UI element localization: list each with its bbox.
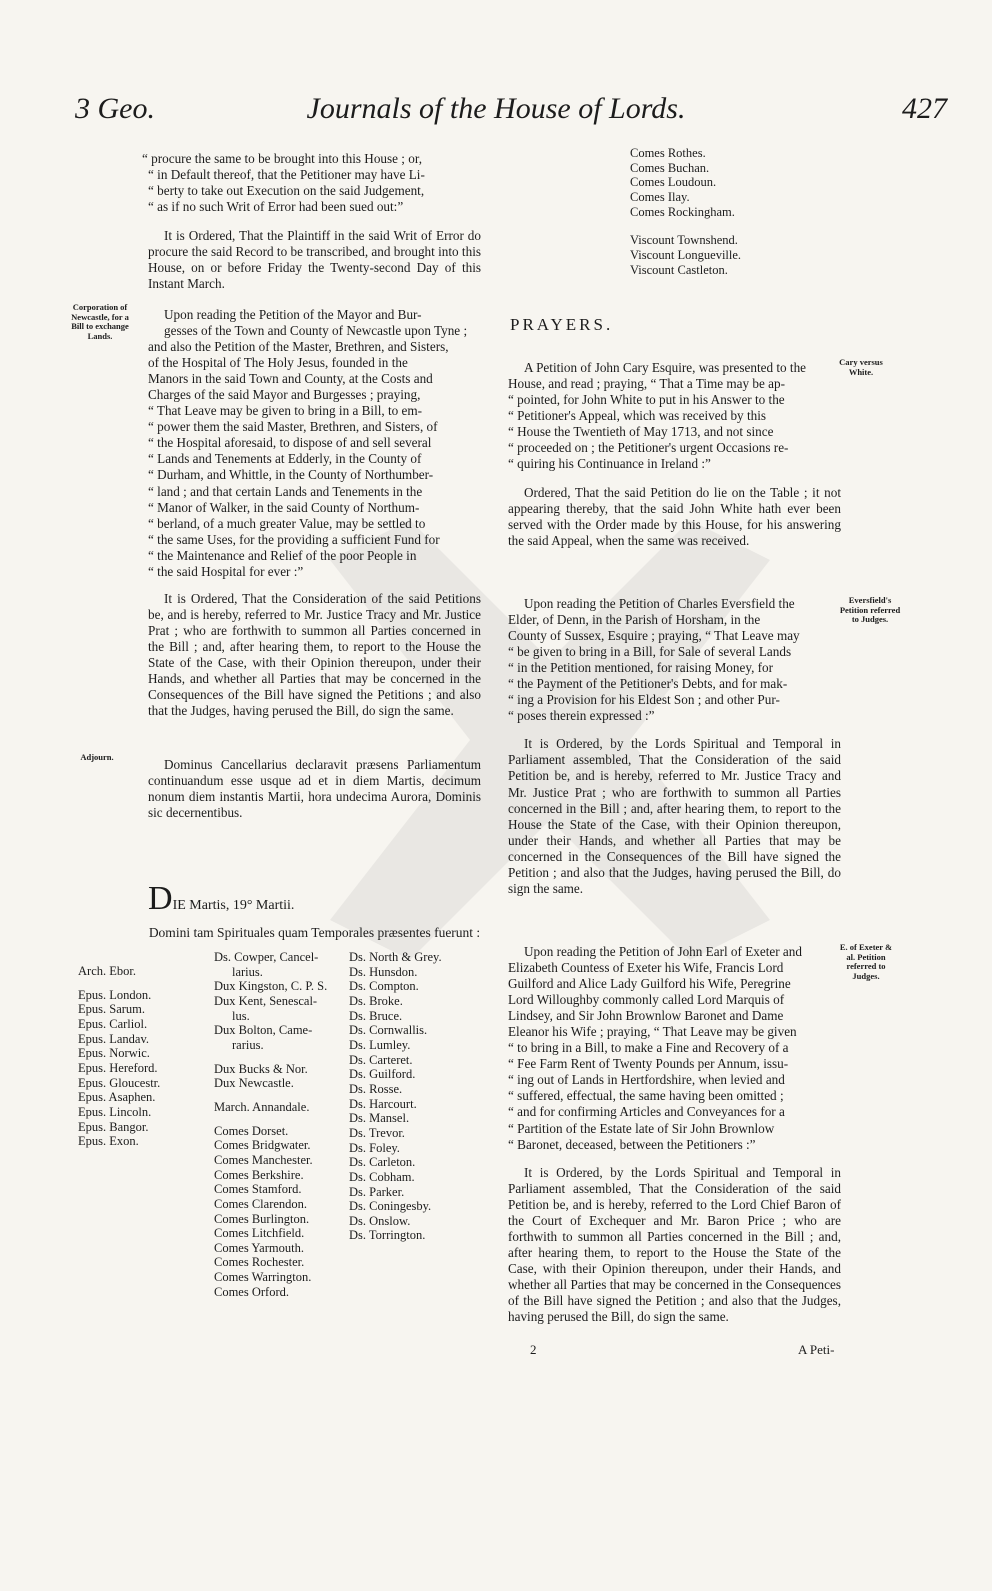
roll-name: Ds. Carleton. bbox=[349, 1155, 416, 1170]
roll-name: Epus. Sarum. bbox=[78, 1002, 146, 1017]
text-line: Elder, of Denn, in the Parish of Horsham, in the bbox=[508, 612, 761, 628]
roll-name: Ds. Broke. bbox=[349, 993, 403, 1008]
text-line: and also the Petition of the Master, Brethren, and Sisters, bbox=[148, 339, 449, 355]
prayers-heading: PRAYERS. bbox=[510, 315, 614, 334]
roll-name: Epus. Gloucestr. bbox=[78, 1075, 161, 1090]
roll-name: larius. bbox=[232, 964, 263, 979]
roll-bishops bbox=[78, 964, 160, 1149]
text-line: “ the Maintenance and Relief of the poor People in bbox=[148, 547, 417, 563]
text-line: Lord Willoughby commonly called Lord Marquis of bbox=[508, 992, 785, 1008]
roll-name: Epus. Asaphen. bbox=[78, 1090, 156, 1105]
text-line: “ the Hospital aforesaid, to dispose of and sell several bbox=[148, 435, 432, 451]
text-line: “ Partition of the Estate late of Sir John Brownlow bbox=[508, 1120, 775, 1136]
roll-name: Ds. Rosse. bbox=[349, 1081, 403, 1096]
roll-name: Dux Newcastle. bbox=[214, 1076, 294, 1091]
text-line: gesses of the Town and County of Newcastle upon Tyne ; bbox=[164, 323, 468, 339]
text-line: “ poses therein expressed :” bbox=[508, 708, 655, 724]
error-writ-quote bbox=[142, 151, 481, 215]
roll-name: March. Annandale. bbox=[214, 1099, 310, 1114]
roll-name: Comes Berkshire. bbox=[214, 1167, 304, 1182]
roll-name: Comes Rockingham. bbox=[630, 204, 735, 219]
roll-name: Dux Bolton, Came- bbox=[214, 1023, 313, 1038]
text-line: Manors in the said Town and County, at the Costs and bbox=[148, 371, 433, 387]
roll-name: Viscount Longueville. bbox=[630, 247, 742, 262]
text-line: A Petition of John Cary Esquire, was presented to the bbox=[524, 360, 807, 375]
text-line: “ pointed, for John White to put in his Answer to the bbox=[508, 392, 785, 408]
text-line: Charges of the said Mayor and Burgesses ; praying, bbox=[148, 387, 421, 403]
margin-note-newcastle: Corporation of Newcastle, for a Bill to exchange Lands. bbox=[71, 302, 129, 341]
roll-name: Comes Burlington. bbox=[214, 1211, 310, 1226]
text-line: “ Lands and Tenements at Edderly, in the County of bbox=[148, 451, 422, 467]
roll-name: Arch. Ebor. bbox=[78, 964, 136, 978]
roll-name: Ds. Foley. bbox=[349, 1140, 400, 1155]
cary-petition bbox=[508, 360, 841, 550]
text-line: “ berland, of a much greater Value, may be settled to bbox=[148, 515, 426, 531]
newcastle-petition-text bbox=[148, 307, 481, 580]
roll-name: Comes Stamford. bbox=[214, 1182, 302, 1197]
text-line: “ the said Hospital for ever :” bbox=[148, 563, 304, 579]
cary-petition-text bbox=[508, 360, 841, 472]
roll-name: Comes Rothes. bbox=[630, 146, 706, 160]
roll-name: Ds. Lumley. bbox=[349, 1037, 411, 1052]
roll-name: Epus. London. bbox=[78, 987, 152, 1002]
roll-name: Comes Litchfield. bbox=[214, 1226, 305, 1241]
roll-name: Comes Loudoun. bbox=[630, 175, 717, 190]
text-line: “ to bring in a Bill, to make a Fine and Recovery of a bbox=[508, 1040, 789, 1056]
roll-name: Comes Manchester. bbox=[214, 1152, 313, 1167]
text-line: “ the Payment of the Petitioner's Debts, and for mak- bbox=[508, 676, 788, 692]
sitting-date-heading bbox=[148, 880, 481, 917]
roll-name: Epus. Landav. bbox=[78, 1031, 150, 1046]
newcastle-petition bbox=[148, 307, 481, 719]
roll-name: Comes Dorset. bbox=[214, 1123, 289, 1138]
text-line: “ and for confirming Articles and Conveyances for a bbox=[508, 1104, 785, 1120]
roll-name: Epus. Hereford. bbox=[78, 1060, 158, 1075]
text-line: County of Sussex, Esquire ; praying, “ That Leave may bbox=[508, 628, 800, 644]
order-paragraph: It is Ordered, That the Plaintiff in the said Writ of Error do procure the said Record to be transcribed, and brought into this House, on or before Friday the Twenty-second Day of this Instant March. bbox=[148, 228, 481, 292]
roll-name: lus. bbox=[232, 1008, 250, 1023]
roll-name: Dux Bucks & Nor. bbox=[214, 1061, 308, 1076]
roll-name: Dux Kent, Senescal- bbox=[214, 993, 318, 1008]
roll-name: Epus. Carliol. bbox=[78, 1016, 148, 1031]
roll-name: Epus. Bangor. bbox=[78, 1119, 149, 1134]
roll-name: Ds. Parker. bbox=[349, 1184, 405, 1199]
text-line: “ suffered, effectual, the same having been omitted ; bbox=[508, 1088, 784, 1104]
text-line: “ as if no such Writ of Error had been sued out:” bbox=[148, 199, 404, 215]
text-line: “ Petitioner's Appeal, which was received by this bbox=[508, 408, 766, 424]
margin-note-cary: Cary versus White. bbox=[839, 357, 883, 377]
text-line: “ be given to bring in a Bill, for Sale of several Lands bbox=[508, 644, 792, 660]
roll-name: Ds. Bruce. bbox=[349, 1008, 403, 1023]
text-line: House, and read ; praying, “ That a Time may be ap- bbox=[508, 376, 785, 392]
roll-name: Comes Orford. bbox=[214, 1284, 289, 1299]
drop-cap: D bbox=[148, 880, 173, 917]
margin-note-eversfield: Eversfield's Petition referred to Judges. bbox=[839, 595, 901, 624]
roll-name: Ds. Onslow. bbox=[349, 1213, 411, 1228]
exeter-petition bbox=[508, 944, 841, 1325]
exeter-petition-text bbox=[508, 944, 841, 1153]
text-line: “ in Default thereof, that the Petitioner may have Li- bbox=[148, 167, 425, 183]
left-column-top bbox=[142, 151, 481, 292]
roll-officers bbox=[214, 950, 327, 1299]
text-line: “ procure the same to be brought into this House ; or, bbox=[142, 151, 423, 166]
signature-mark: 2 bbox=[530, 1342, 537, 1357]
roll-name: Ds. North & Grey. bbox=[349, 950, 442, 964]
exeter-order: It is Ordered, by the Lords Spiritual and Temporal in Parliament assembled, That the Consideration of the said Petition be, and is hereby, referred to the Lord Chief Baron of the Court of Exchequer and Mr. Baron Price ; who are forthwith to summon all Parties concerned in the Bill ; and, after hearing them, to report to the House the State of the Case, with their Opinion thereupon, under their Hands, and whether all Parties that may be concerned in the Consequences of the Bill have signed the Petition ; and also that the Judges, having perused the Bill, do sign the same. bbox=[508, 1164, 841, 1325]
roll-name: Comes Ilay. bbox=[630, 189, 690, 204]
text-line: “ Durham, and Whittle, in the County of Northumber- bbox=[148, 467, 434, 483]
newcastle-order: It is Ordered, That the Consideration of the said Petitions be, and is hereby, referred to Mr. Justice Tracy and Mr. Justice Prat ; who are forthwith to summon all Parties concerned in the Bill ; and, after hearing them, to report to the House the State of the Case, with their Opinion thereupon, under their Hands, and whether all Parties that may be concerned in the Consequences of the Bill have signed the Petitions ; and also that the Judges, having perused the Bill, do sign the same. bbox=[148, 590, 481, 719]
text-line: Upon reading the Petition of Charles Eversfield the bbox=[524, 596, 795, 611]
text-line: Guilford and Alice Lady Guilford his Wife, Peregrine bbox=[508, 976, 791, 992]
roll-name: Comes Clarendon. bbox=[214, 1196, 308, 1211]
domini-heading: Domini tam Spirituales quam Temporales præsentes fuerunt : bbox=[148, 925, 481, 940]
eversfield-petition bbox=[508, 596, 841, 897]
roll-continued bbox=[630, 146, 741, 277]
margin-note-adjourn: Adjourn. bbox=[80, 752, 114, 762]
roll-name: Viscount Castleton. bbox=[630, 262, 728, 277]
roll-barons bbox=[349, 950, 442, 1243]
roll-name: Ds. Carteret. bbox=[349, 1052, 413, 1067]
roll-name: Comes Warrington. bbox=[214, 1270, 312, 1285]
roll-name: Ds. Compton. bbox=[349, 979, 419, 994]
roll-name: Comes Yarmouth. bbox=[214, 1240, 304, 1255]
roll-name: Ds. Guilford. bbox=[349, 1067, 416, 1082]
roll-name: Ds. Hunsdon. bbox=[349, 964, 418, 979]
text-line: “ ing out of Lands in Hertfordshire, when levied and bbox=[508, 1072, 785, 1088]
text-line: “ ing a Provision for his Eldest Son ; and other Pur- bbox=[508, 692, 780, 708]
catchword: A Peti- bbox=[798, 1342, 835, 1357]
eversfield-petition-text bbox=[508, 596, 841, 724]
text-line: “ proceeded on ; the Petitioner's urgent Occasions re- bbox=[508, 440, 789, 456]
roll-name: Viscount Townshend. bbox=[630, 233, 738, 248]
adjournment bbox=[148, 757, 481, 821]
roll-name: Dux Kingston, C. P. S. bbox=[214, 979, 328, 994]
text-line: Lindsey, and Sir John Brownlow Baronet and Dame bbox=[508, 1008, 784, 1024]
text-line: of the Hospital of The Holy Jesus, founded in the bbox=[148, 355, 408, 371]
margin-note-exeter: E. of Exeter & al. Petition referred to Judges. bbox=[839, 942, 893, 981]
text-line: “ House the Twentieth of May 1713, and not since bbox=[508, 424, 774, 440]
text-line: “ the same Uses, for the providing a sufficient Fund for bbox=[148, 531, 440, 547]
roll-name: Ds. Torrington. bbox=[349, 1228, 426, 1243]
roll-name: Ds. Mansel. bbox=[349, 1111, 410, 1126]
text-line: “ quiring his Continuance in Ireland :” bbox=[508, 456, 711, 472]
text-line: Elizabeth Countess of Exeter his Wife, Francis Lord bbox=[508, 960, 784, 976]
roll-name: Ds. Harcourt. bbox=[349, 1096, 417, 1111]
roll-name: Comes Buchan. bbox=[630, 160, 710, 175]
text-line: “ Fee Farm Rent of Twenty Pounds per Annum, issu- bbox=[508, 1056, 789, 1072]
roll-name: Ds. Cowper, Cancel- bbox=[214, 950, 319, 964]
text-line: Eleanor his Wife ; praying, “ That Leave may be given bbox=[508, 1024, 797, 1040]
roll-name: Ds. Trevor. bbox=[349, 1125, 405, 1140]
text-line: Upon reading the Petition of the Mayor and Bur- bbox=[164, 307, 422, 322]
text-line: “ power them the said Master, Brethren, and Sisters, of bbox=[148, 419, 438, 435]
text-line: “ in the Petition mentioned, for raising Money, for bbox=[508, 660, 774, 676]
roll-name: Epus. Norwic. bbox=[78, 1046, 150, 1061]
text-line: “ berty to take out Execution on the said Judgement, bbox=[148, 183, 425, 199]
roll-name: Epus. Exon. bbox=[78, 1134, 139, 1149]
roll-name: Comes Rochester. bbox=[214, 1255, 305, 1270]
cary-order: Ordered, That the said Petition do lie on the Table ; it not appearing thereby, that the said John White hath ever been served with the Order made by this House, for his answering the said Appeal, when the same was received. bbox=[508, 485, 841, 549]
text-line: “ land ; and that certain Lands and Tenements in the bbox=[148, 483, 423, 499]
adjournment-text: Dominus Cancellarius declaravit præsens Parliamentum continuandum esse usque ad et in diem Martis, decimum nonum diem instantis Martii, hora undecima Aurora, Dominis sic decernentibus. bbox=[148, 757, 481, 821]
text-line: “ Manor of Walker, in the said County of Northum- bbox=[148, 499, 420, 515]
roll-name: rarius. bbox=[232, 1037, 264, 1052]
sitting-date: IE Martis, 19° Martii. bbox=[172, 898, 295, 913]
header-journal-title: Journals of the House of Lords. bbox=[306, 92, 686, 125]
eversfield-order: It is Ordered, by the Lords Spiritual and Temporal in Parliament assembled, That the Consideration of the said Petition be, and is hereby, referred to Mr. Justice Tracy and Mr. Justice Prat ; who are forthwith to summon all Parties concerned in the Bill ; and, after hearing them, to report to the House the State of the Case, with their Opinion thereupon, under their Hands, and whether all Parties that may be concerned in the Consequences of the Bill have signed the Petition ; and also that the Judges, having perused the Bill, do sign the same. bbox=[508, 736, 841, 896]
text-line: Upon reading the Petition of John Earl of Exeter and bbox=[524, 944, 802, 959]
roll-name: Epus. Lincoln. bbox=[78, 1104, 152, 1119]
roll-name: Ds. Coningesby. bbox=[349, 1199, 432, 1214]
text-line: “ Baronet, deceased, between the Petitioners :” bbox=[508, 1136, 756, 1152]
roll-name: Ds. Cornwallis. bbox=[349, 1023, 428, 1038]
roll-name: Ds. Cobham. bbox=[349, 1169, 415, 1184]
header-regnal-year: 3 Geo. bbox=[75, 92, 155, 125]
text-line: “ That Leave may be given to bring in a Bill, to em- bbox=[148, 403, 423, 419]
roll-name: Comes Bridgwater. bbox=[214, 1138, 311, 1153]
header-page-number: 427 bbox=[902, 92, 947, 125]
